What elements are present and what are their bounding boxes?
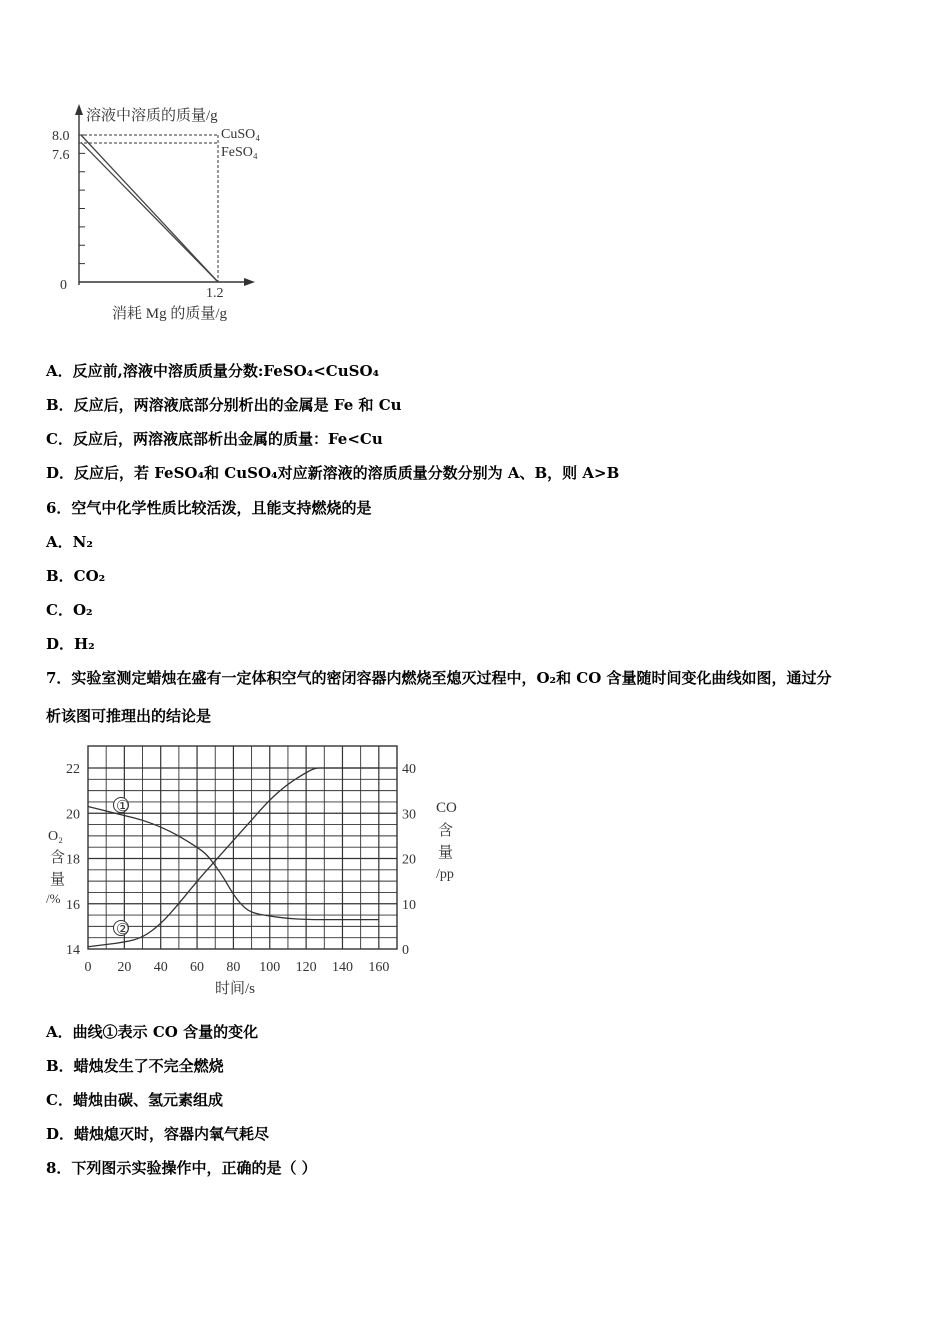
chart1-y-label: 溶液中溶质的质量/g	[86, 108, 218, 124]
chart2-right-tick-label: 40	[402, 762, 416, 777]
chart2-x-tick-label: 60	[190, 960, 205, 975]
chart2-left-tick-label: 14	[66, 943, 80, 958]
q6-option-c[interactable]: C．O₂	[46, 601, 93, 619]
chart2-x-tick-label: 20	[117, 960, 132, 975]
candle-o2-co-chart	[40, 740, 480, 1005]
chart2-right-tick-label: 20	[402, 852, 416, 868]
q6-option-b[interactable]: B．CO₂	[46, 567, 106, 585]
chart2-right-tick-label: 10	[402, 897, 416, 913]
q7-stem-line2: 析该图可推理出的结论是	[46, 707, 212, 725]
chart1-ytick-label: 8.0	[52, 129, 70, 144]
chart2-left-label-liang: 量	[50, 872, 66, 888]
chart2-x-tick-label: 100	[259, 960, 281, 975]
chart1-x-arrow	[244, 278, 255, 286]
chart1-x-label: 消耗 Mg 的质量/g	[112, 306, 228, 322]
q5-option-b[interactable]: B．反应后，两溶液底部分别析出的金属是 Fe 和 Cu	[46, 396, 402, 414]
chart2-x-tick-label: 120	[295, 960, 317, 975]
chart2-marker-1: ①	[116, 799, 130, 815]
chart2-x-label: 时间/s	[215, 981, 256, 997]
chart1-series-feso4-line	[81, 142, 218, 282]
chart2-right-tick-label: 0	[402, 943, 409, 958]
chart2-left-tick-label: 22	[66, 762, 80, 777]
chart2-x-tick-label: 40	[153, 960, 168, 975]
chart2-marker-2: ②	[116, 922, 130, 938]
chart2-x-tick-label: 140	[331, 960, 353, 975]
chart2-right-label-liang: 量	[438, 845, 454, 861]
chart2-left-tick-label: 18	[66, 852, 80, 868]
chart2-right-label-unit: /pp	[436, 867, 454, 882]
chart2-left-tick-label: 16	[66, 897, 80, 913]
chart2-left-label-han: 含	[50, 850, 66, 866]
q7-option-c[interactable]: C．蜡烛由碳、氢元素组成	[46, 1091, 223, 1109]
q7-option-d[interactable]: D．蜡烛熄灭时，容器内氧气耗尽	[46, 1125, 270, 1143]
q6-option-d[interactable]: D．H₂	[46, 635, 95, 653]
chart1-series-cuso4-line	[81, 135, 218, 282]
q6-option-a[interactable]: A．N₂	[46, 533, 93, 551]
chart2-left-label-o2: O₂	[48, 829, 63, 844]
chart2-x-tick-label: 160	[368, 960, 390, 975]
chart1-ytick-label: 7.6	[52, 148, 70, 163]
q6-stem: 6．空气中化学性质比较活泼，且能支持燃烧的是	[46, 499, 372, 517]
q5-option-d[interactable]: D．反应后，若 FeSO₄和 CuSO₄对应新溶液的溶质质量分数分别为 A、B，则 A>B	[46, 464, 620, 482]
chart2-x-tick-label: 80	[226, 960, 241, 975]
chart1-legend-cuso4: CuSO₄	[221, 127, 261, 142]
mg-solute-mass-chart	[40, 98, 290, 333]
chart1-y-tick-marks	[79, 135, 85, 282]
chart2-left-label-unit: /%	[46, 891, 61, 906]
chart1-legend-feso4: FeSO₄	[221, 145, 258, 160]
chart1-y-arrow	[75, 104, 83, 115]
chart1-ytick-label: 0	[60, 278, 67, 293]
chart1-xtick-label: 1.2	[206, 286, 224, 301]
chart2-grid	[88, 746, 397, 949]
chart2-right-tick-label: 30	[402, 807, 416, 823]
q7-stem-line1: 7．实验室测定蜡烛在盛有一定体积空气的密闭容器内燃烧至熄灭过程中，O₂和 CO 含量随时间变化曲线如图，通过分	[46, 669, 832, 687]
q7-option-a[interactable]: A．曲线①表示 CO 含量的变化	[46, 1023, 259, 1041]
q8-stem: 8．下列图示实验操作中，正确的是（ ）	[46, 1159, 317, 1177]
q5-option-a[interactable]: A．反应前,溶液中溶质质量分数:FeSO₄<CuSO₄	[46, 362, 380, 380]
q7-option-b[interactable]: B．蜡烛发生了不完全燃烧	[46, 1057, 224, 1075]
chart2-left-tick-label: 20	[66, 807, 80, 823]
q5-option-c[interactable]: C．反应后，两溶液底部析出金属的质量：Fe<Cu	[46, 430, 383, 448]
chart2-x-tick-label: 0	[84, 960, 92, 975]
chart2-right-label-han: 含	[438, 823, 454, 839]
chart2-right-label-co: CO	[436, 800, 457, 816]
